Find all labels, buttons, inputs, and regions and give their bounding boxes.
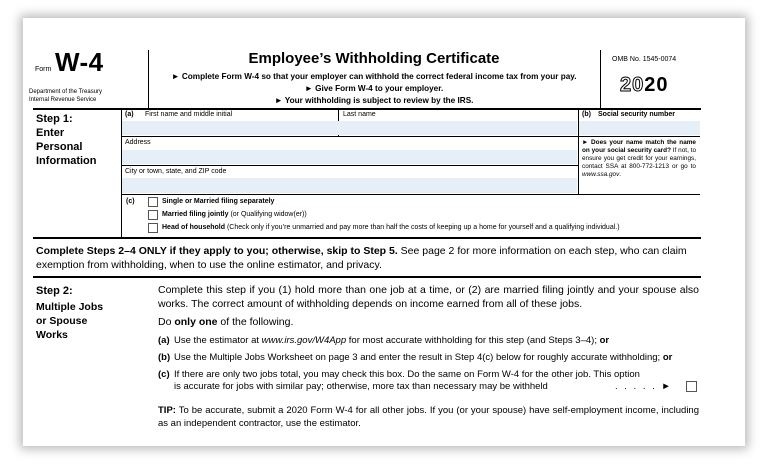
step2-intro: Complete this step if you (1) hold more than one job at a time, or (2) are married filing jointly and your spouse also works. The correct amount of withholding depends on income earned from all of these jobs. — [158, 284, 699, 310]
last-name-label: Last name — [343, 111, 376, 118]
option-b-text: Use the Multiple Jobs Worksheet on page 3 and enter the result in Step 4(c) below for roughly accurate withholding; or — [174, 352, 673, 363]
first-name-field[interactable] — [122, 121, 577, 135]
option-c-text-1: If there are only two jobs total, you may check this box. Do the same on Form W-4 for the other job. This option — [174, 369, 640, 380]
instruction-2: ► Give Form W-4 to your employer. — [304, 84, 444, 93]
option-a-text: Use the estimator at www.irs.gov/W4App for most accurate withholding for this step (and Steps 3–4); or — [174, 335, 610, 346]
step1-title: Step 1: Enter Personal Information — [36, 113, 97, 167]
omb-number: OMB No. 1545-0074 — [612, 56, 677, 63]
filing-hoh-label: Head of household (Check only if you’re unmarried and pay more than half the costs of keeping up a home for yourself and a qualifying individual.) — [162, 224, 620, 231]
city-field[interactable] — [122, 178, 577, 193]
step2-title: Step 2: Multiple Jobs or Spouse Works — [36, 285, 104, 341]
checkbox-married-joint[interactable] — [148, 210, 158, 220]
option-c-label: (c) — [158, 369, 170, 380]
form-title: Employee’s Withholding Certificate — [248, 50, 500, 67]
address-label: Address — [125, 139, 151, 146]
filing-joint-label: Married filing jointly (or Qualifying widow(er)) — [162, 211, 307, 218]
steps-note: Complete Steps 2–4 ONLY if they apply to you; otherwise, skip to Step 5. See page 2 for more information on each step, who can claim exemption from withholding, when to use the online estimator, and privacy. — [36, 245, 687, 271]
form-number: W-4 — [55, 47, 104, 77]
checkbox-two-jobs[interactable] — [686, 381, 697, 392]
instruction-3: ► Your withholding is subject to review by the IRS. — [274, 96, 474, 105]
option-b-label: (b) — [158, 352, 171, 363]
ssn-label: Social security number — [598, 111, 676, 118]
form-word: Form — [35, 66, 52, 73]
option-a-label: (a) — [158, 335, 170, 346]
option-c-text-2: is accurate for jobs with similar pay; otherwise, more tax than necessary may be withheld — [174, 381, 548, 392]
instruction-1: ► Complete Form W-4 so that your employer can withhold the correct federal income tax from your pay. — [171, 72, 577, 81]
first-name-label: First name and middle initial — [145, 111, 233, 118]
ssn-field[interactable] — [579, 121, 700, 135]
ssa-note: ► Does your name match the name on your social security card? If not, to ensure you get credit for your earnings, contact SSA at 800-772-1213 or go to www.ssa.gov. — [582, 139, 696, 178]
tip-text: TIP: To be accurate, submit a 2020 Form W-4 for all other jobs. If you (or your spouse) have self-employment income, including as an independent contractor, use the estimator. — [158, 405, 699, 429]
city-label: City or town, state, and ZIP code — [125, 168, 227, 175]
do-only-one: Do only one of the following. — [158, 316, 294, 328]
label-b: (b) — [582, 111, 591, 118]
label-a: (a) — [125, 111, 134, 118]
form-year: 2020 — [620, 74, 669, 96]
checkbox-head-of-household[interactable] — [148, 223, 158, 233]
option-c-leader: . . . . . ► — [615, 381, 673, 392]
checkbox-single[interactable] — [148, 197, 158, 207]
label-c: (c) — [126, 198, 135, 205]
address-field[interactable] — [122, 150, 577, 164]
filing-single-label: Single or Married filing separately — [162, 198, 275, 205]
department-label: Department of the Treasury Internal Revenue Service — [29, 89, 103, 103]
